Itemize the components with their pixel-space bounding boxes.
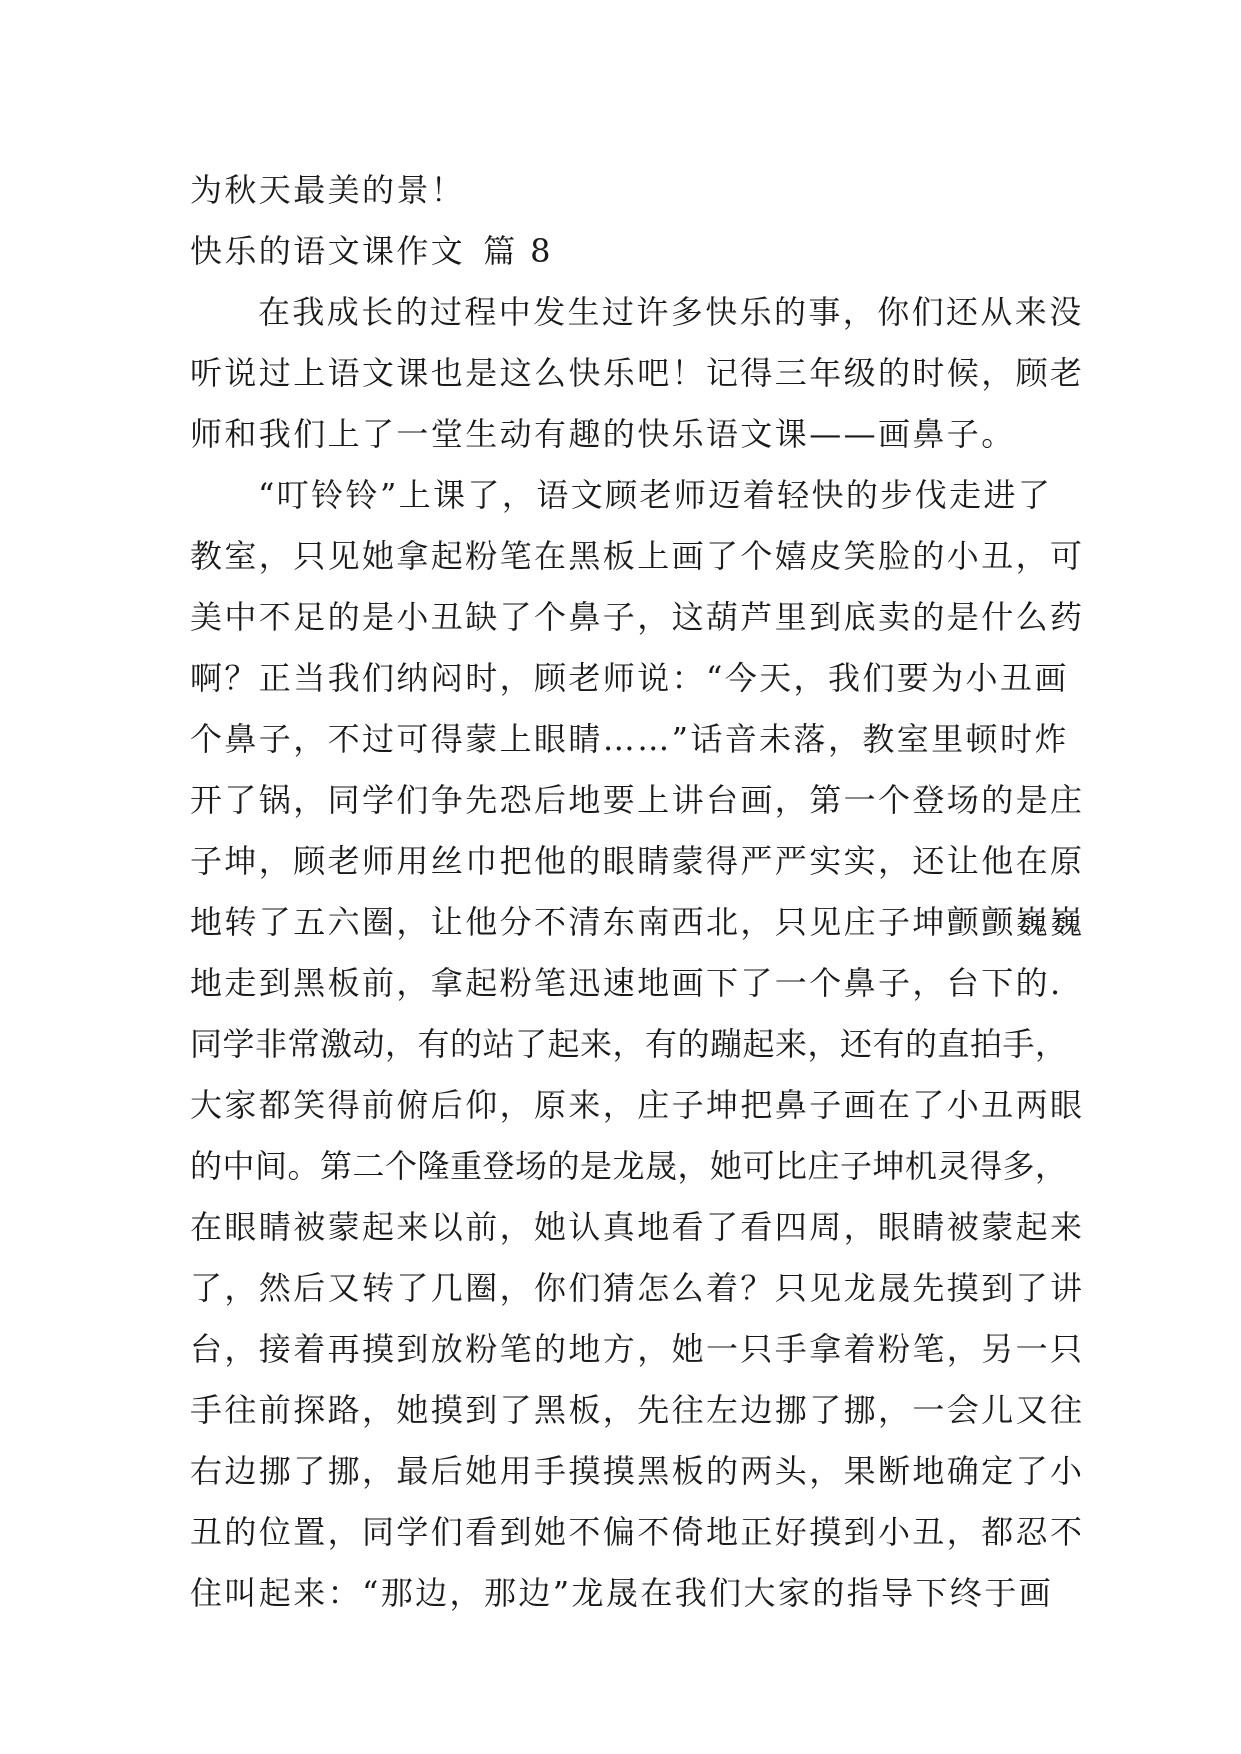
paragraph-line: 的中间。第二个隆重登场的是龙晟，她可比庄子坤机灵得多， — [190, 1147, 1068, 1185]
paragraph-line: 教室，只见她拿起粉笔在黑板上画了个嬉皮笑脸的小丑，可 — [190, 537, 1085, 575]
paragraph-2 — [190, 465, 1085, 1624]
paragraph-line: 了，然后又转了几圈，你们猜怎么着？只见龙晟先摸到了讲 — [190, 1269, 1085, 1307]
paragraph-line: 开了锅，同学们争先恐后地要上讲台画，第一个登场的是庄 — [190, 781, 1085, 819]
paragraph-line: 住叫起来：“那边，那边”龙晟在我们大家的指导下终于画 — [190, 1574, 1054, 1612]
paragraph-line: 同学非常激动，有的站了起来，有的蹦起来，还有的直拍手， — [190, 1025, 1068, 1063]
paragraph-line: 在眼睛被蒙起来以前，她认真地看了看四周，眼睛被蒙起来 — [190, 1208, 1085, 1246]
paragraph-line: 丑的位置，同学们看到她不偏不倚地正好摸到小丑，都忍不 — [190, 1513, 1085, 1551]
paragraph-line: 地走到黑板前，拿起粉笔迅速地画下了一个鼻子，台下的. — [190, 964, 1063, 1002]
paragraph-line: 右边挪了挪，最后她用手摸摸黑板的两头，果断地确定了小 — [190, 1452, 1085, 1490]
paragraph-line: 在我成长的过程中发生过许多快乐的事，你们还从来没 — [258, 293, 1084, 331]
paragraph-line: 啊？正当我们纳闷时，顾老师说：“今天，我们要为小丑画 — [190, 659, 1069, 697]
paragraph-line: 个鼻子，不过可得蒙上眼睛……”话音未落，教室里顿时炸 — [190, 720, 1069, 758]
paragraph-1 — [190, 282, 1085, 465]
previous-section-ending: 为秋天最美的景！ — [190, 171, 466, 209]
paragraph-line: 台，接着再摸到放粉笔的地方，她一只手拿着粉笔，另一只 — [190, 1330, 1085, 1368]
section-heading — [190, 221, 1055, 282]
paragraph-line: “叮铃铃”上课了，语文顾老师迈着轻快的步伐走进了 — [258, 476, 1053, 514]
paragraph-line: 地转了五六圈，让他分不清东南西北，只见庄子坤颤颤巍巍 — [190, 903, 1085, 941]
section-number: 篇 8 — [483, 232, 553, 270]
paragraph-line: 听说过上语文课也是这么快乐吧！记得三年级的时候，顾老 — [190, 354, 1085, 392]
paragraph-line: 手往前探路，她摸到了黑板，先往左边挪了挪，一会儿又往 — [190, 1391, 1085, 1429]
paragraph-line: 子坤，顾老师用丝巾把他的眼睛蒙得严严实实，还让他在原 — [190, 842, 1085, 880]
paragraph-line: 大家都笑得前俯后仰，原来，庄子坤把鼻子画在了小丑两眼 — [190, 1086, 1085, 1124]
paragraph-line: 美中不足的是小丑缺了个鼻子，这葫芦里到底卖的是什么药 — [190, 598, 1085, 636]
document-body — [190, 160, 1085, 1624]
paragraph-line: 师和我们上了一堂生动有趣的快乐语文课——画鼻子。 — [190, 415, 1016, 453]
essay-title: 快乐的语文课作文 — [190, 232, 466, 270]
